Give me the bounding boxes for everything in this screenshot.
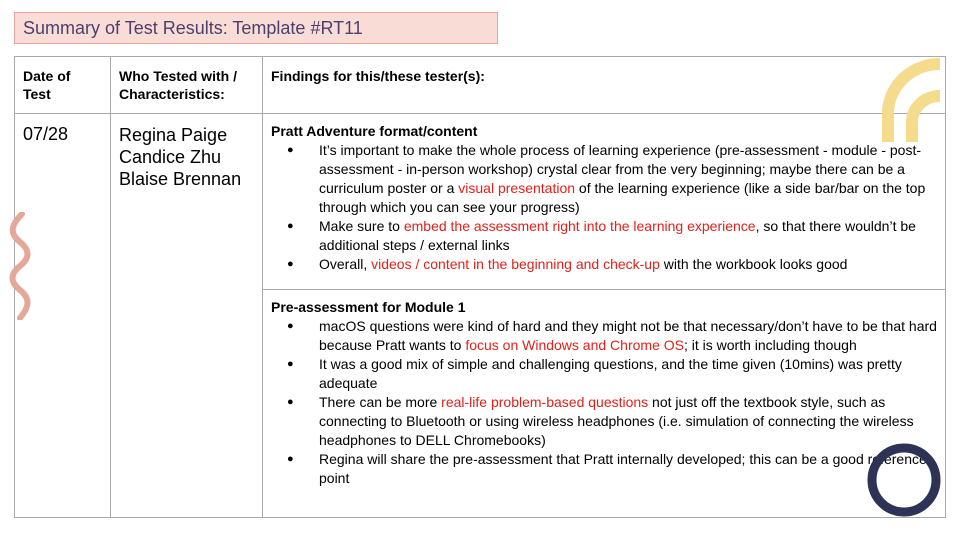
highlighted-text: videos / content in the beginning and check-up (371, 256, 660, 272)
testers-list (111, 114, 263, 518)
bullet-list (271, 141, 937, 274)
bullet-text: not just off the textbook style, such as connecting to Bluetooth or using wireless headphones (i.e. simulation of connecting the wireless headphones to DELL Chromebooks) (319, 394, 914, 448)
bullet-text: ; it is worth including though (683, 337, 857, 353)
highlighted-text: focus on Windows and Chrome OS (465, 337, 684, 353)
slide-title: Summary of Test Results: Template #RT11 (14, 12, 498, 44)
list-item (271, 317, 937, 355)
highlighted-text: visual presentation (458, 180, 576, 196)
findings-cell (263, 114, 946, 518)
bullet-text: Overall, (319, 256, 372, 272)
bullet-text: of the learning experience (like a side bar/bar on the top through which you can see your progress) (319, 180, 926, 215)
tester-name: Regina Paige (119, 125, 228, 145)
bullet-text: It was a good mix of simple and challenging questions, and the time given (10mins) was pretty adequate (319, 356, 902, 391)
list-item (271, 217, 937, 255)
bullet-text: Regina will share the pre-assessment that Pratt internally developed; this can be a good reference point (319, 451, 927, 486)
header-row (15, 57, 946, 114)
section-title: Pratt Adventure format/content (271, 123, 478, 139)
bullet-list (271, 317, 937, 488)
list-item (271, 450, 937, 488)
test-date: 07/28 (15, 114, 111, 518)
bullet-text: , so that there wouldn’t be additional steps / external links (319, 218, 916, 253)
bullet-text: Make sure to (319, 218, 404, 234)
header-who-tested: Who Tested with / Characteristics: (111, 57, 263, 114)
list-item (271, 355, 937, 393)
table-row (15, 114, 946, 518)
list-item (271, 393, 937, 450)
findings-section (263, 114, 945, 289)
bullet-text: It’s important to make the whole process of learning experience (pre-assessment - module - post-assessment - in-person workshop) crystal clear from the very beginning; maybe there can be a curriculum poster or a (319, 142, 922, 196)
highlighted-text: embed the assessment right into the learning experience (403, 218, 756, 234)
list-item (271, 141, 937, 217)
results-table (14, 56, 946, 518)
tester-name: Candice Zhu (119, 147, 222, 167)
list-item (271, 255, 937, 274)
findings-section (263, 289, 945, 494)
header-date: Date of Test (15, 57, 111, 114)
tester-name: Blaise Brennan (119, 169, 242, 189)
bullet-text: There can be more (319, 394, 442, 410)
highlighted-text: real-life problem-based questions (441, 394, 649, 410)
bullet-text: with the workbook looks good (659, 256, 848, 272)
header-findings: Findings for this/these tester(s): (263, 57, 946, 114)
section-title: Pre-assessment for Module 1 (271, 299, 466, 315)
bullet-text: macOS questions were kind of hard and they might not be that necessary/don’t have to be that hard because Pratt wants to (319, 318, 937, 353)
